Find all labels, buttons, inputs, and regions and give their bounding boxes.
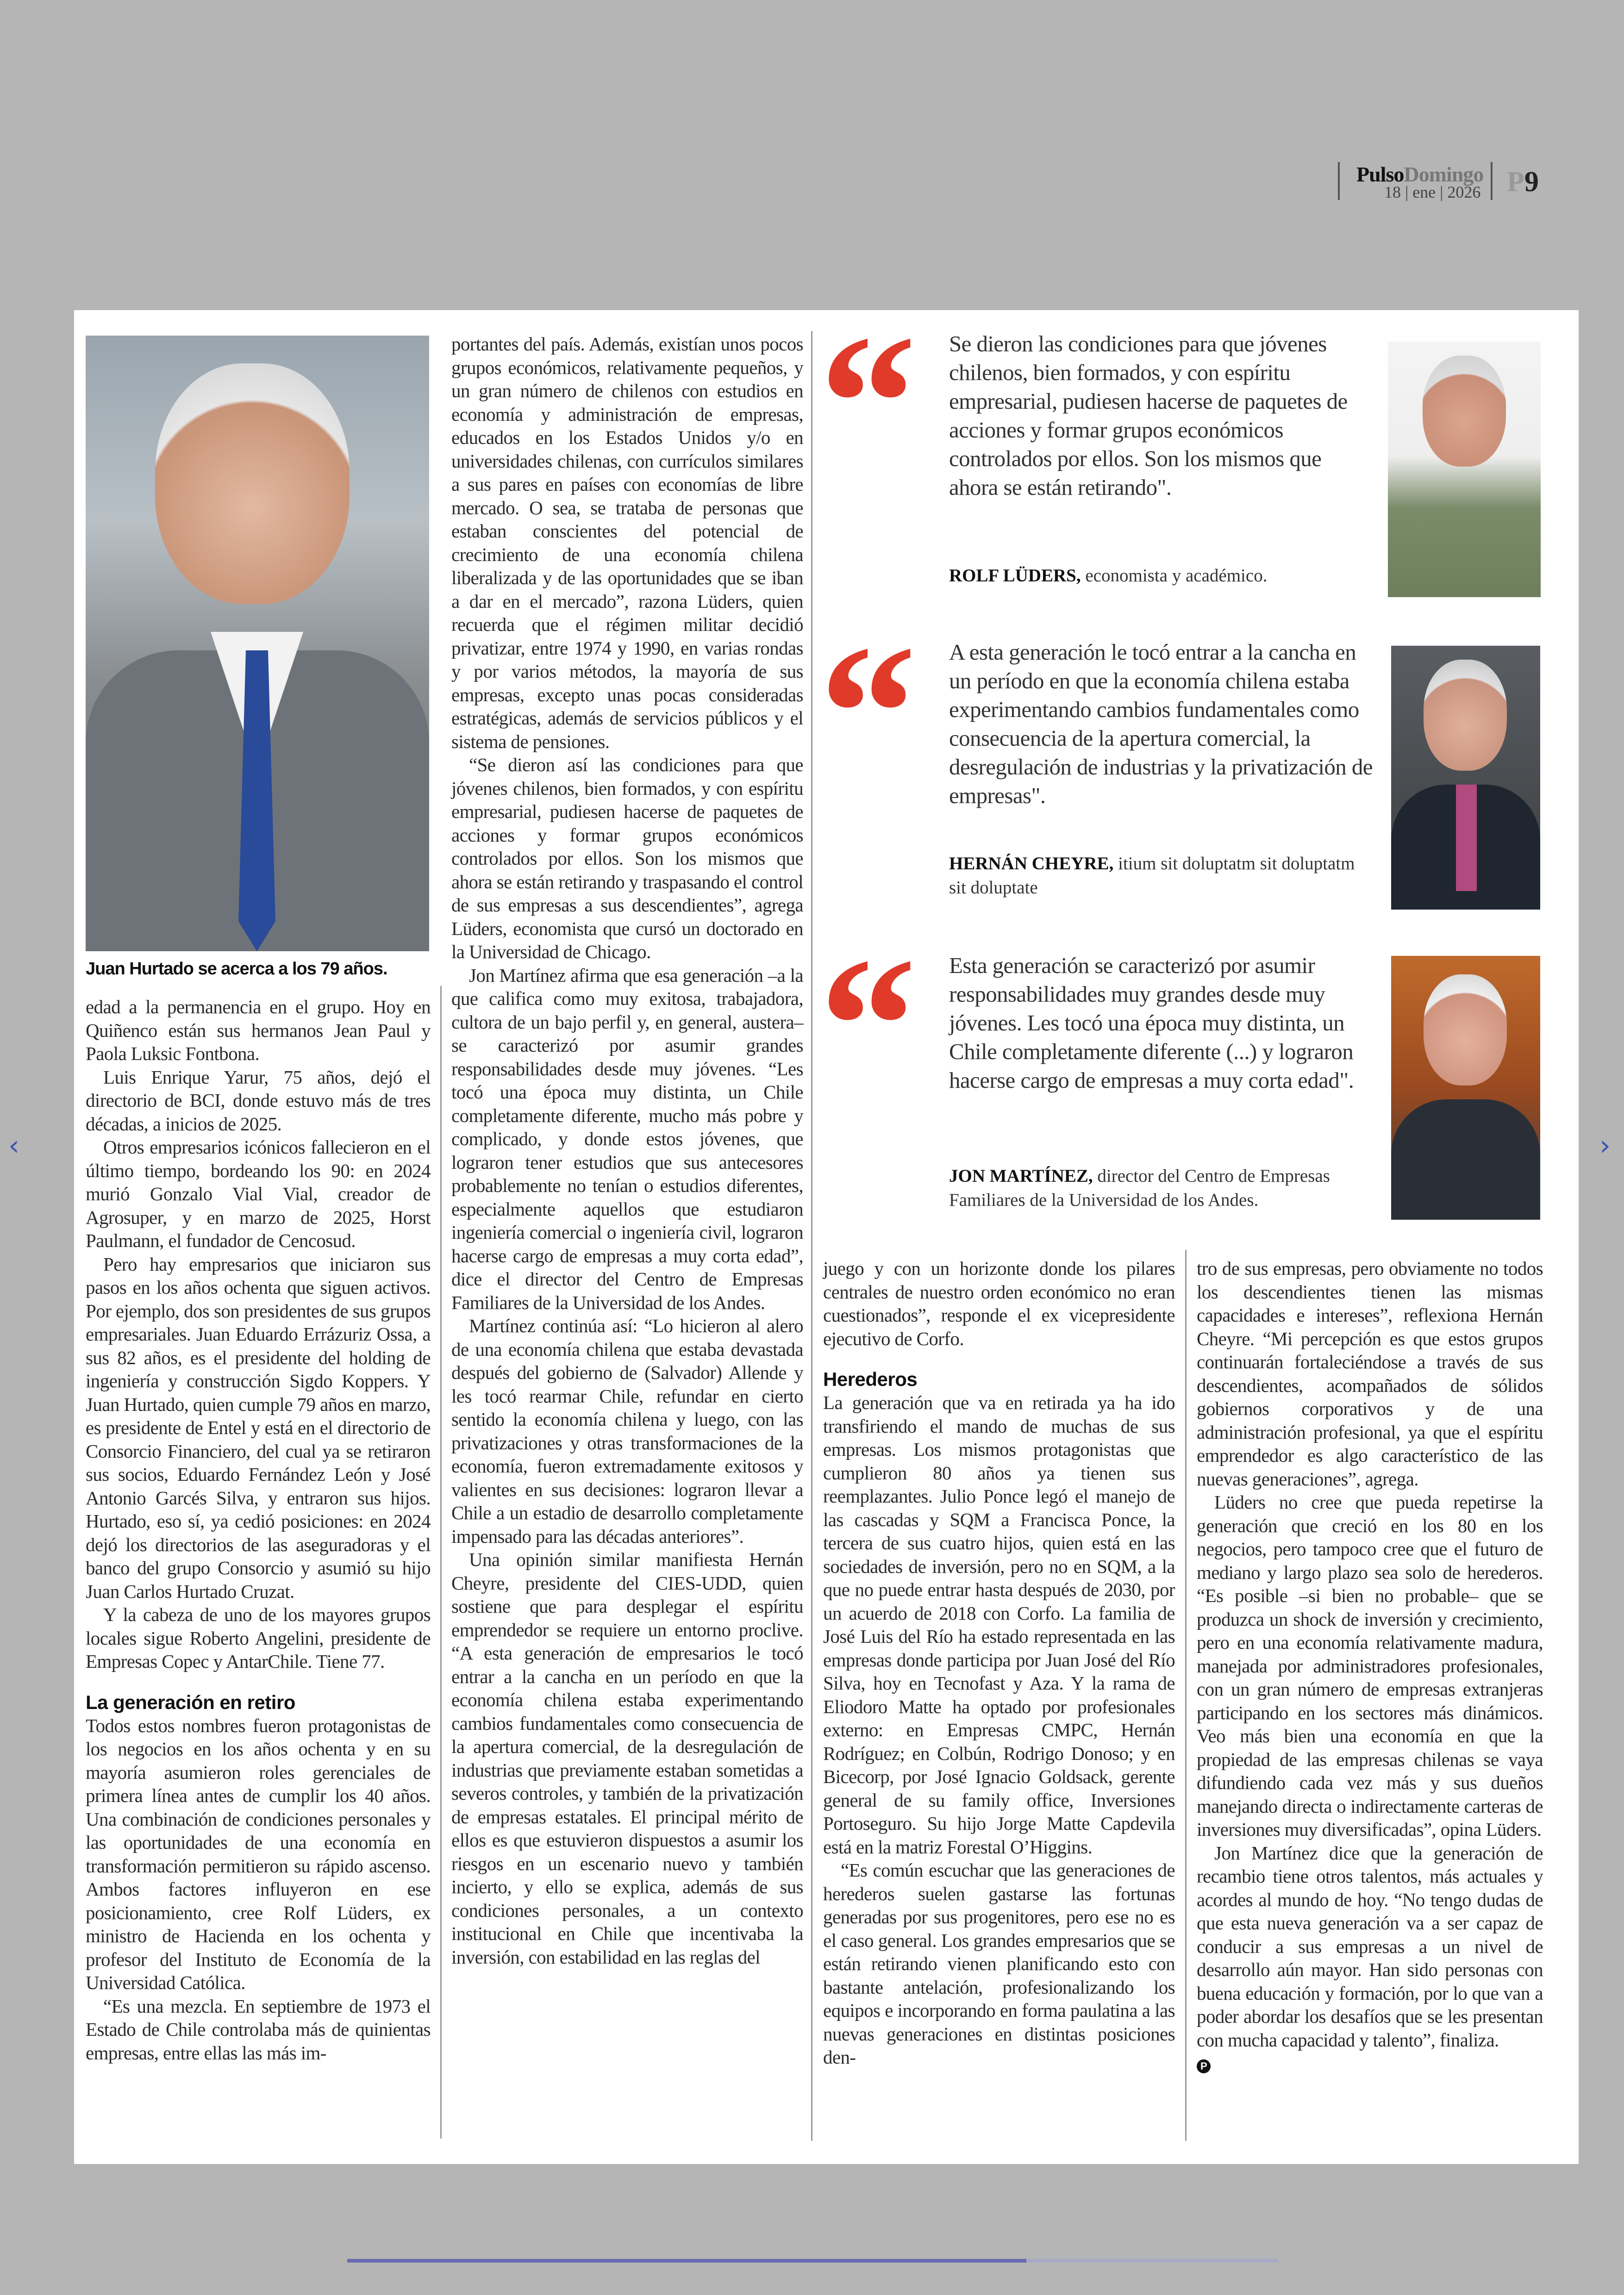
paragraph: juego y con un horizonte donde los pilares centrales de nuestro orden económico no eran cuestionados”, responde el ex vicepresidente ejecutivo de Corfo. <box>823 1258 1175 1349</box>
paragraph: Y la cabeza de uno de los mayores grupos locales sigue Roberto Angelini, presidente de Empresas Copec y AntarChile. Tiene 77. <box>86 1604 431 1672</box>
column-divider <box>811 331 812 2141</box>
paragraph: Lüders no cree que pueda repetirse la generación que creció en los 80 en los negocios, pero tampoco cree que el futuro de mediano y largo plazo sea solo de herederos. “Es posible –si bien no probable– que se produzca un shock de inversión y crecimiento, pero en una economía relativamente madura, manejada por administradores profesionales, con un gran número de empresas extranjeras participando en los sectores más dinámicos. Veo más bien una economía en que la propiedad de las empresas chilenas se vaya difundiendo cada vez más y sus dueños manejando directa o indirectamente carteras de inversiones muy diversificadas”, opina Lüders. <box>1197 1491 1543 1840</box>
article-column-3 <box>823 1257 1175 2069</box>
column-divider <box>440 986 442 2139</box>
article-column-1 <box>86 995 431 2064</box>
issue-date: 18 | ene | 2026 <box>1384 183 1481 201</box>
paragraph: Luis Enrique Yarur, 75 años, dejó el directorio de BCI, donde estuvo más de tres décadas, a inicios de 2025. <box>86 1066 431 1135</box>
paragraph: Jon Martínez dice que la generación de recambio tiene otros talentos, más actuales y acordes al mundo de hoy. “No tengo dudas de que esta nueva generación va a ser capaz de conducir a sus empresas a un nivel de desarrollo aún mayor. Han sido personas con buena educación y formación, por lo que van a poder abordar los desafíos que se les presentan con mucha capacidad y talento”, finaliza. <box>1197 1842 1543 2051</box>
pull-quote-text: Se dieron las condiciones para que jóvenes chilenos, bien formados, y con espíritu empresarial, pudiesen hacerse de paquetes de acciones y formar grupos económicos controlados por ellos. Son los mismos que ahora se están retirando". <box>949 331 1348 500</box>
paragraph: “Se dieron así las condiciones para que jóvenes chilenos, bien formados, y con espíritu empresarial, pudiesen hacerse de paquetes de acciones y formar grupos económicos controlados por ellos. Son los mismos que ahora se están retirando y traspasando el control de sus empresas a sus descendientes”, agrega Lüders, economista que cursó un doctorado en la Universidad de Chicago. <box>451 754 803 962</box>
pull-quote-attribution: JON MARTÍNEZ, director del Centro de Empresas Familiares de la Universidad de los Andes. <box>949 1166 1330 1210</box>
article-column-4 <box>1197 1257 1543 2075</box>
divider <box>1491 162 1493 200</box>
paragraph: “Es una mezcla. En septiembre de 1973 el Estado de Chile controlaba más de quinientas empresas, entre ellas las más im- <box>86 1995 431 2064</box>
photo-rolf-luders <box>1388 342 1541 597</box>
section-heading: Herederos <box>823 1368 918 1390</box>
paragraph: Jon Martínez afirma que esa generación –a la que califica como muy exitosa, trabajadora, cultora de un bajo perfil y, en general, austera– se caracterizó por asumir grandes responsabilidades desde muy jóvenes. “Les tocó una época muy distinta, un Chile completamente diferente, mucho más pobre y complicado, y donde estos jóvenes, que lograron tener estudios que sus antecesores probablemente no tenían o estudios diferentes, especialmente aquellos que estudiaron ingeniería comercial o ingeniería civil, lograron hacerse cargo de empresas a muy corta edad”, dice el director del Centro de Empresas Familiares de la Universidad de los Andes. <box>451 964 803 1313</box>
section-heading: La generación en retiro <box>86 1691 295 1713</box>
photo-caption: Juan Hurtado se acerca a los 79 años. <box>86 959 387 979</box>
paragraph: Martínez continúa así: “Lo hicieron al alero de una economía chilena que estaba devastada después del gobierno de (Salvador) Allende y les tocó rearmar Chile, refundar en cierto sentido la economía chilena y luego, con las privatizaciones y otras transformaciones de la economía, fueron extremadamente exitosos y valientes en sus decisiones: lograron llevar a Chile a un estadio de desarrollo completamente impensado para las décadas anteriores”. <box>451 1315 803 1547</box>
photo-hernan-cheyre <box>1391 646 1540 910</box>
paragraph: Una opinión similar manifiesta Hernán Cheyre, presidente del CIES-UDD, quien sostiene que para desplegar el espíritu emprendedor se requiere un entorno proclive. “A esta generación de empresarios le tocó entrar a la cancha en un período en que la economía chilena estaba experimentando cambios fundamentales como consecuencia de la apertura comercial, de la desregulación de industrias que previamente estaban sometidas a severos controles, y también de la privatización de empresas estatales. El principal mérito de ellos es que estuvieron dispuestos a asumir los riesgos en un escenario nuevo y también incierto, y ello se explica, además de sus condiciones personales, a un contexto institucional en Chile que incentivaba la inversión, con estabilidad en las reglas del <box>451 1549 803 1968</box>
paragraph: Otros empresarios icónicos fallecieron en el último tiempo, bordeando los 90: en 2024 murió Gonzalo Vial Vial, creador de Agrosuper, y en marzo de 2025, Horst Paulmann, el fundador de Cencosud. <box>86 1136 431 1251</box>
paragraph: La generación que va en retirada ya ha ido transfiriendo el mando de muchas de sus empresas. Los mismos protagonistas que cumplieron 80 años ya tienen sus reemplazantes. Julio Ponce legó el manejo de las cascadas y SQM a Francisca Ponce, la tercera de sus cuatro hijos, quien está en las sociedades de inversión, pero no en SQM, a la que no puede entrar hasta después de 2030, por un acuerdo de 2018 con Corfo. La familia de José Luis del Río ha estado representada en las empresas donde participa por Juan José del Río Silva, hoy en Tecnofast y Aza. Y la rama de Eliodoro Matte ha optado por profesionales externo: en Empresas CMPC, Hernán Rodríguez; en Colbún, Rodrigo Donoso; y en Bicecorp, por José Ignacio Goldsack, gerente general de su family office, Inversiones Portoseguro. Su hijo Jorge Matte Capdevila está en la matriz Forestal O’Higgins. <box>823 1392 1175 1858</box>
paragraph: edad a la permanencia en el grupo. Hoy en Quiñenco están sus hermanos Jean Paul y Paola Luksic Fontbona. <box>86 996 431 1064</box>
article-column-2 <box>451 332 803 1969</box>
progress-fill <box>347 2259 1026 2263</box>
column-divider <box>1185 1250 1187 2141</box>
pull-quote-text: Esta generación se caracterizó por asumir responsabilidades muy grandes desde muy jóvenes. Les tocó una época muy distinta, un Chile completamente diferente (...) y lograron hacerse cargo de empresas a muy corta edad". <box>949 953 1354 1093</box>
page-number: P9 <box>1507 166 1539 198</box>
paragraph: “Es común escuchar que las generaciones de herederos suelen gastarse las fortunas generadas por sus progenitores, pero ese no es el caso general. Los grandes empresarios que se están retirando vienen planificando esto con bastante antelación, profesionalizando los equipos e incorporando en forma paulatina a las nuevas generaciones en distintas posiciones den- <box>823 1859 1175 2068</box>
pull-quote-attribution: HERNÁN CHEYRE, itium sit doluptatm sit doluptatm sit doluptate <box>949 854 1355 898</box>
paragraph: tro de sus empresas, pero obviamente no todos los descendientes tienen las mismas capacidades e intereses”, reflexiona Hernán Cheyre. “Mi percepción es que estos grupos continuarán fortaleciéndose a través de sus descendientes, acompañados de sólidos gobiernos corporativos y de una administración profesional, ya que el espíritu emprendedor es algo característico de las nuevas generaciones”, agrega. <box>1197 1258 1543 1490</box>
quote-mark-icon: “ <box>819 917 917 1133</box>
paragraph: Todos estos nombres fueron protagonistas de los negocios en los años ochenta y en su mayoría asumieron roles gerenciales de primera línea antes de cumplir los 40 años. Una combinación de condiciones personales y las oportunidades de una economía en transformación permitieron su rápido ascenso. Ambos factores influyeron en ese posicionamiento, cree Rolf Lüders, ex ministro de Hacienda en los ochenta y profesor del Instituto de Economía de la Universidad Católica. <box>86 1715 431 1993</box>
quote-mark-icon: “ <box>819 295 917 510</box>
photo-juan-hurtado <box>86 336 429 951</box>
paragraph: portantes del país. Además, existían unos pocos grupos económicos, relativamente pequeños, y un gran número de chilenos con estudios en economía y administración de empresas, educados en los Estados Unidos y/o en universidades chilenas, con currículos similares a sus pares en países con economías de libre mercado. O sea, se trataba de personas que estaban conscientes del potencial de crecimiento de una economía chilena liberalizada y de las oportunidades que se iban a dar en el mercado”, razona Lüders, quien recuerda que el régimen militar decidió privatizar, entre 1974 y 1990, en varias rondas y por varios métodos, la mayoría de sus empresas, excepto unas pocas consideradas estratégicas, además de servicios públicos y el sistema de pensiones. <box>451 333 803 752</box>
pull-quote-attribution: ROLF LÜDERS, economista y académico. <box>949 566 1268 586</box>
page-header <box>1338 162 1542 204</box>
pull-quote-text: A esta generación le tocó entrar a la cancha en un período en que la economía chilena estaba experimentando cambios fundamentales como consecuencia de la apertura comercial, la desregulación de industrias y la privatización de empresas". <box>949 639 1373 808</box>
paragraph: Pero hay empresarios que iniciaron sus pasos en los años ochenta que siguen activos. Por ejemplo, dos son presidentes de sus grupos empresariales. Juan Eduardo Errázuriz Ossa, a sus 82 años, es el presidente del holding de ingeniería y construcción Sigdo Koppers. Y Juan Hurtado, quien cumple 79 años en marzo, es presidente de Entel y está en el directorio de Consorcio Financiero, del cual ya se retiraron sus socios, Eduardo Fernández León y José Antonio Garcés Silva, y entraron sus hijos. Hurtado, eso sí, ya cedió posiciones: en 2024 dejó los directorios de las aseguradoras y el banco del grupo Consorcio y asumió su hijo Juan Carlos Hurtado Cruzat. <box>86 1253 431 1602</box>
reading-progress-bar[interactable] <box>347 2259 1278 2263</box>
photo-jon-martinez <box>1391 956 1540 1220</box>
next-page-button[interactable]: › <box>1599 1129 1611 1162</box>
divider <box>1338 162 1340 200</box>
previous-page-button[interactable]: ‹ <box>8 1129 19 1162</box>
publication-logo: PulsoDomingo <box>1356 162 1484 186</box>
end-of-article-icon: P <box>1197 2059 1211 2073</box>
quote-mark-icon: “ <box>819 605 917 820</box>
